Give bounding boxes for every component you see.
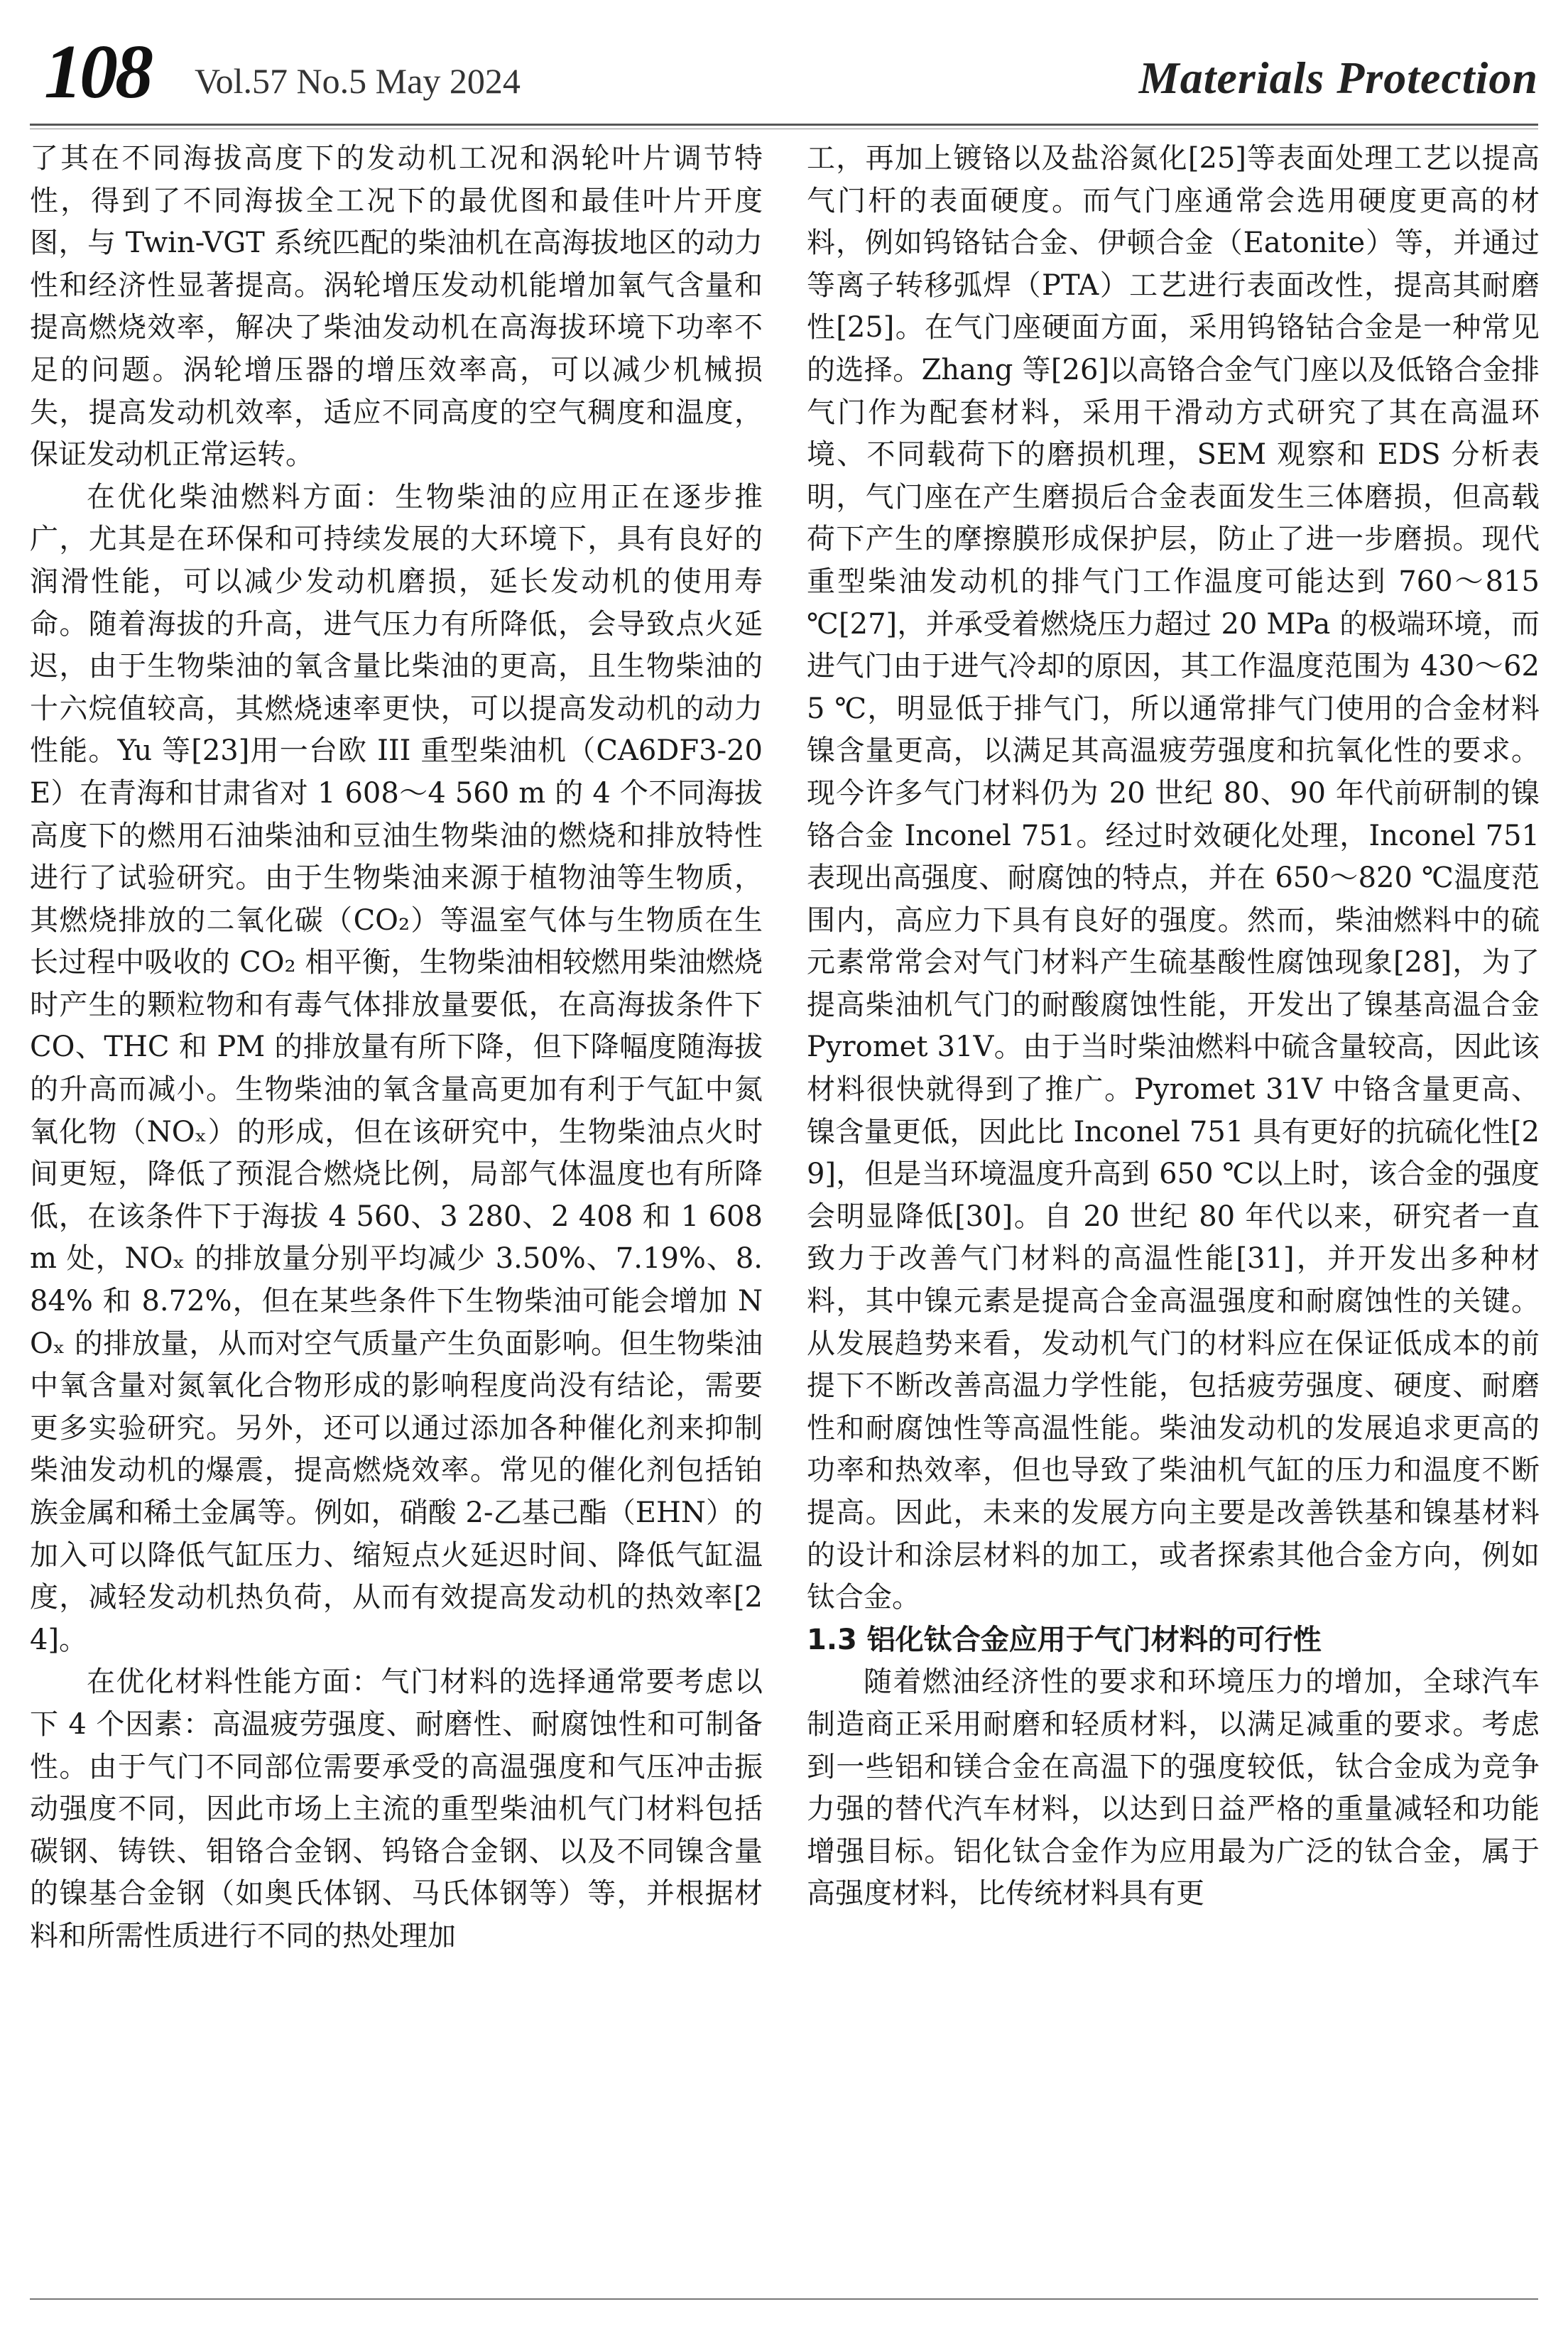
footer-rule	[30, 2298, 1538, 2300]
section-heading: 1.3 铝化钛合金应用于气门材料的可行性	[807, 1623, 1322, 1656]
paragraph: 工，再加上镀铬以及盐浴氮化[25]等表面处理工艺以提高气门杆的表面硬度。而气门座通常会选用硬度更高的材料，例如钨铬钴合金、伊顿合金（Eatonite）等，并通过等离子转移弧焊（PTA）工艺进行表面改性，提高其耐磨性[25]。在气门座硬面方面，采用钨铬钴合金是一种常见的选择。Zhang 等[26]以高铬合金气门座以及低铬合金排气门作为配套材料，采用干滑动方式研究了其在高温环境、不同载荷下的磨损机理，SEM 观察和 EDS 分析表明，气门座在产生磨损后合金表面发生三体磨损，但高载荷下产生的摩擦膜形成保护层，防止了进一步磨损。现代重型柴油发动机的排气门工作温度可能达到 760～815 ℃[27]，并承受着燃烧压力超过 20 MPa 的极端环境，而进气门由于进气冷却的原因，其工作温度范围为 430～625 ℃，明显低于排气门，所以通常排气门使用的合金材料镍含量更高，以满足其高温疲劳强度和抗氧化性的要求。现今许多气门材料仍为 20 世纪 80、90 年代前研制的镍铬合金 Inconel 751。经过时效硬化处理，Inconel 751 表现出高强度、耐腐蚀的特点，并在 650～820 ℃温度范围内，高应力下具有良好的强度。然而，柴油燃料中的硫元素常常会对气门材料产生硫基酸性腐蚀现象[28]，为了提高柴油机气门的耐酸腐蚀性能，开发出了镍基高温合金 Pyromet 31V。由于当时柴油燃料中硫含量较高，因此该材料很快就得到了推广。Pyromet 31V 中铬含量更高、镍含量更低，因此比 Inconel 751 具有更好的抗硫化性[29]，但是当环境温度升高到 650 ℃以上时，该合金的强度会明显降低[30]。自 20 世纪 80 年代以来，研究者一直致力于改善气门材料的高温性能[31]，并开发出多种材料，其中镍元素是提高合金高温强度和耐腐蚀性的关键。从发展趋势来看，发动机气门的材料应在保证低成本的前提下不断改善高温力学性能，包括疲劳强度、硬度、耐磨性和耐腐蚀性等高温性能。柴油发动机的发展追求更高的功率和热效率，但也导致了柴油机气缸的压力和温度不断提高。因此，未来的发展方向主要是改善铁基和镍基材料的设计和涂层材料的加工，或者探索其他合金方向，例如钛合金。	[807, 142, 1540, 1614]
issue-info: Vol.57 No.5 May 2024	[195, 61, 521, 101]
left-column	[30, 138, 763, 2290]
paragraph: 在优化柴油燃料方面：生物柴油的应用正在逐步推广，尤其是在环保和可持续发展的大环境下，具有良好的润滑性能，可以减少发动机磨损，延长发动机的使用寿命。随着海拔的升高，进气压力有所降低，会导致点火延迟，由于生物柴油的氧含量比柴油的更高，且生物柴油的十六烷值较高，其燃烧速率更快，可以提高发动机的动力性能。Yu 等[23]用一台欧 III 重型柴油机（CA6DF3-20E）在青海和甘肃省对 1 608～4 560 m 的 4 个不同海拔高度下的燃用石油柴油和豆油生物柴油的燃烧和排放特性进行了试验研究。由于生物柴油来源于植物油等生物质，其燃烧排放的二氧化碳（CO₂）等温室气体与生物质在生长过程中吸收的 CO₂ 相平衡，生物柴油相较燃用柴油燃烧时产生的颗粒物和有毒气体排放量要低，在高海拔条件下 CO、THC 和 PM 的排放量有所下降，但下降幅度随海拔的升高而减小。生物柴油的氧含量高更加有利于气缸中氮氧化物（NOₓ）的形成，但在该研究中，生物柴油点火时间更短，降低了预混合燃烧比例，局部气体温度也有所降低，在该条件下于海拔 4 560、3 280、2 408 和 1 608 m 处，NOₓ 的排放量分别平均减少 3.50%、7.19%、8.84% 和 8.72%，但在某些条件下生物柴油可能会增加 NOₓ 的排放量，从而对空气质量产生负面影响。但生物柴油中氧含量对氮氧化合物形成的影响程度尚没有结论，需要更多实验研究。另外，还可以通过添加各种催化剂来抑制柴油发动机的爆震，提高燃烧效率。常见的催化剂包括铂族金属和稀土金属等。例如，硝酸 2-乙基己酯（EHN）的加入可以降低气缸压力、缩短点火延迟时间、降低气缸温度，减轻发动机热负荷，从而有效提高发动机的热效率[24]。	[30, 480, 763, 1656]
paragraph: 随着燃油经济性的要求和环境压力的增加，全球汽车制造商正采用耐磨和轻质材料，以满足减重的要求。考虑到一些铝和镁合金在高温下的强度较低，钛合金成为竞争力强的替代汽车材料，以达到日益严格的重量减轻和功能增强目标。铝化钛合金作为应用最为广泛的钛合金，属于高强度材料，比传统材料具有更	[807, 1666, 1540, 1911]
paragraph: 了其在不同海拔高度下的发动机工况和涡轮叶片调节特性，得到了不同海拔全工况下的最优图和最佳叶片开度图，与 Twin-VGT 系统匹配的柴油机在高海拔地区的动力性和经济性显著提高。涡轮增压发动机能增加氧气含量和提高燃烧效率，解决了柴油发动机在高海拔环境下功率不足的问题。涡轮增压器的增压效率高，可以减少机械损失，提高发动机效率，适应不同高度的空气稠度和温度，保证发动机正常运转。	[30, 142, 763, 472]
right-column	[807, 138, 1540, 2290]
page-header	[30, 31, 1538, 116]
page-number: 108	[44, 30, 151, 114]
journal-title: Materials Protection	[1138, 53, 1538, 103]
header-rule	[30, 124, 1538, 126]
paragraph: 在优化材料性能方面：气门材料的选择通常要考虑以下 4 个因素：高温疲劳强度、耐磨性、耐腐蚀性和可制备性。由于气门不同部位需要承受的高温强度和气压冲击振动强度不同，因此市场上主流的重型柴油机气门材料包括碳钢、铸铁、钼铬合金钢、钨铬合金钢、以及不同镍含量的镍基合金钢（如奥氏体钢、马氏体钢等）等，并根据材料和所需性质进行不同的热处理加	[30, 1666, 763, 1952]
